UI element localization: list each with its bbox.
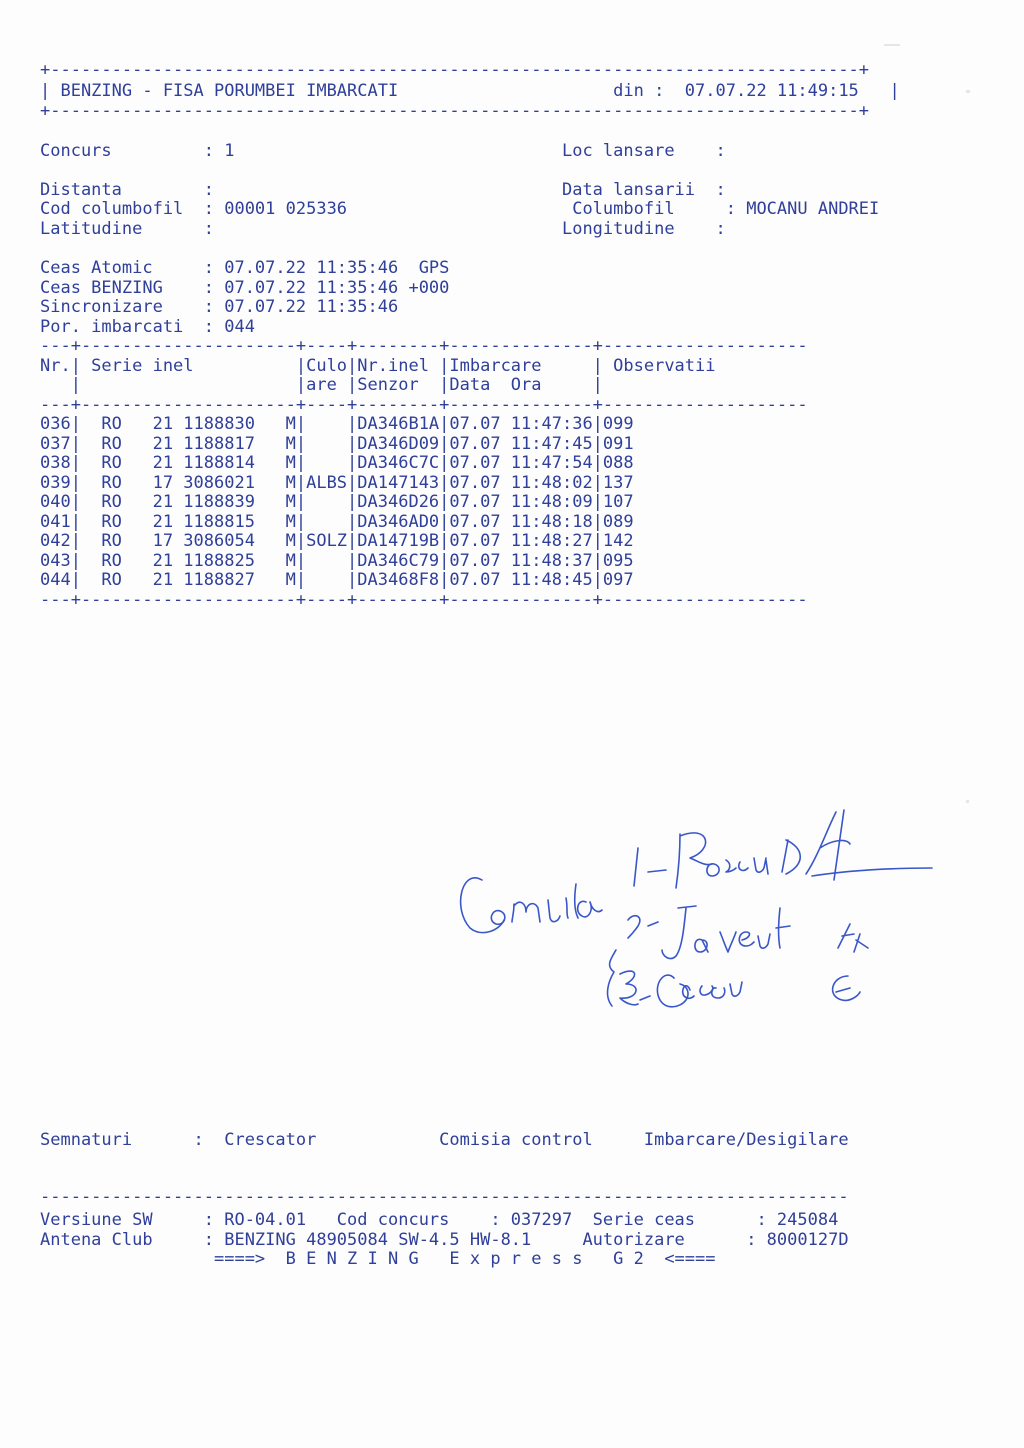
table-row: 044| RO 21 1188827 M| |DA3468F8|07.07 11:48:45|097	[40, 570, 634, 590]
table-header-1: Nr.| Serie inel |Culo|Nr.inel |Imbarcare | Observatii	[40, 356, 716, 376]
table-row: 043| RO 21 1188825 M| |DA346C79|07.07 11:48:37|095	[40, 551, 634, 571]
antena-club-line: Antena Club : BENZING 48905084 SW-4.5 HW-8.1 Autorizare : 8000127D	[40, 1230, 849, 1250]
report-title: | BENZING - FISA PORUMBEI IMBARCATI din : 07.07.22 11:49:15 |	[40, 81, 900, 101]
table-rule-mid: ---+---------------------+----+--------+--------------+--------------------	[40, 395, 808, 415]
handwriting-entry-2	[628, 916, 658, 938]
por-imbarcati-line: Por. imbarcati : 044	[40, 317, 255, 337]
versiune-sw-line: Versiune SW : RO-04.01 Cod concurs : 037297 Serie ceas : 245084	[40, 1210, 839, 1230]
table-rule-top: ---+---------------------+----+--------+--------------+--------------------	[40, 336, 808, 356]
ceas-benzing-line: Ceas BENZING : 07.07.22 11:35:46 +000	[40, 278, 450, 298]
table-row: 039| RO 17 3086021 M|ALBS|DA147143|07.07 11:48:02|137	[40, 473, 634, 493]
handwriting-entry-1	[634, 848, 666, 886]
benzing-express-line: ====> B E N Z I N G E x p r e s s G 2 <====	[40, 1249, 716, 1269]
header-rule-bottom: +-------------------------------------------------------------------------------+	[40, 101, 870, 121]
handwriting-entry-3	[620, 971, 638, 1005]
semnaturi-line: Semnaturi : Crescator Comisia control Imbarcare/Desigilare	[40, 1130, 849, 1150]
table-row: 041| RO 21 1188815 M| |DA346AD0|07.07 11:48:18|089	[40, 512, 634, 532]
table-row: 040| RO 21 1188839 M| |DA346D26|07.07 11:48:09|107	[40, 492, 634, 512]
ceas-atomic-line: Ceas Atomic : 07.07.22 11:35:46 GPS	[40, 258, 450, 278]
scan-speck	[966, 90, 970, 93]
header-rule-top: +-------------------------------------------------------------------------------+	[40, 60, 870, 80]
cod-columbofil-line: Cod columbofil : 00001 025336 Columbofil : MOCANU ANDREI	[40, 199, 880, 219]
scan-speck	[884, 44, 900, 46]
concurs-line: Concurs : 1 Loc lansare :	[40, 141, 726, 161]
table-row: 036| RO 21 1188830 M| |DA346B1A|07.07 11:47:36|099	[40, 414, 634, 434]
distanta-line: Distanta : Data lansarii :	[40, 180, 726, 200]
table-row: 038| RO 21 1188814 M| |DA346C7C|07.07 11:47:54|088	[40, 453, 634, 473]
handwritten-signatures	[440, 800, 960, 1060]
latitudine-line: Latitudine : Longitudine :	[40, 219, 726, 239]
table-row: 042| RO 17 3086054 M|SOLZ|DA14719B|07.07 11:48:27|142	[40, 531, 634, 551]
table-row: 037| RO 21 1188817 M| |DA346D09|07.07 11:47:45|091	[40, 434, 634, 454]
scan-speck	[966, 800, 969, 803]
table-rule-bottom: ---+---------------------+----+--------+--------------+--------------------	[40, 590, 808, 610]
sincronizare-line: Sincronizare : 07.07.22 11:35:46	[40, 297, 399, 317]
footer-rule: -------------------------------------------------------------------------------	[40, 1187, 849, 1207]
table-header-2: | |are |Senzor |Data Ora |	[40, 375, 603, 395]
